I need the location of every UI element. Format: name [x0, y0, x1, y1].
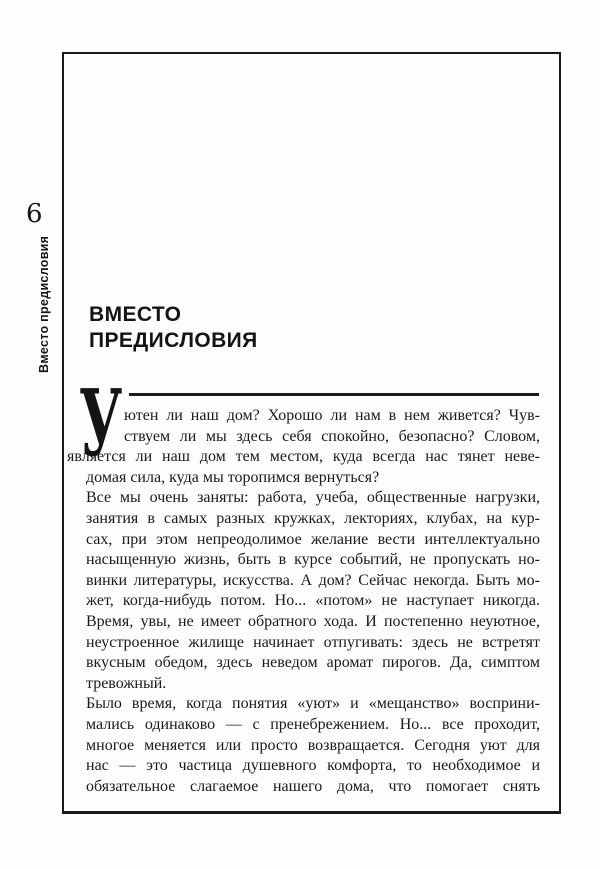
body-text-line: тревожный. [86, 674, 167, 692]
drop-cap: У [79, 369, 123, 477]
chapter-heading-line2: ПРЕДИСЛОВИЯ [89, 329, 258, 352]
body-text-line: мались одинаково — с пренебрежением. Но... все проходит, [86, 715, 540, 733]
body-text-line: жет, когда-нибудь потом. Но... «потом» не наступает никогда. [86, 592, 540, 610]
body-text-line: сах, при этом непреодолимое желание вести интеллектуально [86, 530, 540, 548]
body-text-line: нас — это частица душевного комфорта, то необходимое и [86, 757, 540, 775]
body-text-line: Все мы очень заняты: работа, учеба, общественные нагрузки, [86, 489, 540, 507]
body-text-line: обязательное слагаемое нашего дома, что помогает снять [86, 777, 540, 795]
body-text-block [67, 406, 540, 797]
decorative-rule [129, 393, 539, 396]
body-text-line: насыщенную жизнь, быть в курсе событий, не пропускать но- [86, 551, 540, 569]
body-text-line: Время, увы, не имеет обратного хода. И постепенно неуютное, [86, 612, 540, 630]
body-text-line: является ли наш дом тем местом, куда всегда нас тянет неве- [67, 448, 540, 466]
body-text-line: многое меняется или просто возвращается. Сегодня уют для [86, 736, 540, 754]
body-text-line: домая сила, куда мы торопимся вернуться? [86, 468, 380, 486]
body-text-line: вкусным обедом, здесь неведом аромат пирогов. Да, симптом [86, 654, 540, 672]
body-text-line: занятия в самых разных кружках, лекториях, клубах, на кур- [86, 509, 540, 527]
page-number: 6 [26, 199, 43, 229]
sidebar-chapter-label: Вместо предисловия [37, 235, 51, 373]
body-text-line: неустроенное жилище начинает отпугивать: здесь не встретят [86, 633, 540, 651]
body-text-line: ютен ли наш дом? Хорошо ли нам в нем живется? Чув- [124, 407, 540, 424]
body-text-line: ствуем ли мы здесь себя спокойно, безопасно? Словом, [124, 427, 540, 445]
chapter-heading-line1: ВМЕСТО [89, 303, 182, 326]
chapter-heading [89, 302, 258, 354]
body-text-line: винки литературы, искусства. А дом? Сейчас некогда. Быть мо- [86, 571, 540, 589]
body-text-line: Было время, когда понятия «уют» и «мещанство» восприни- [86, 695, 540, 713]
